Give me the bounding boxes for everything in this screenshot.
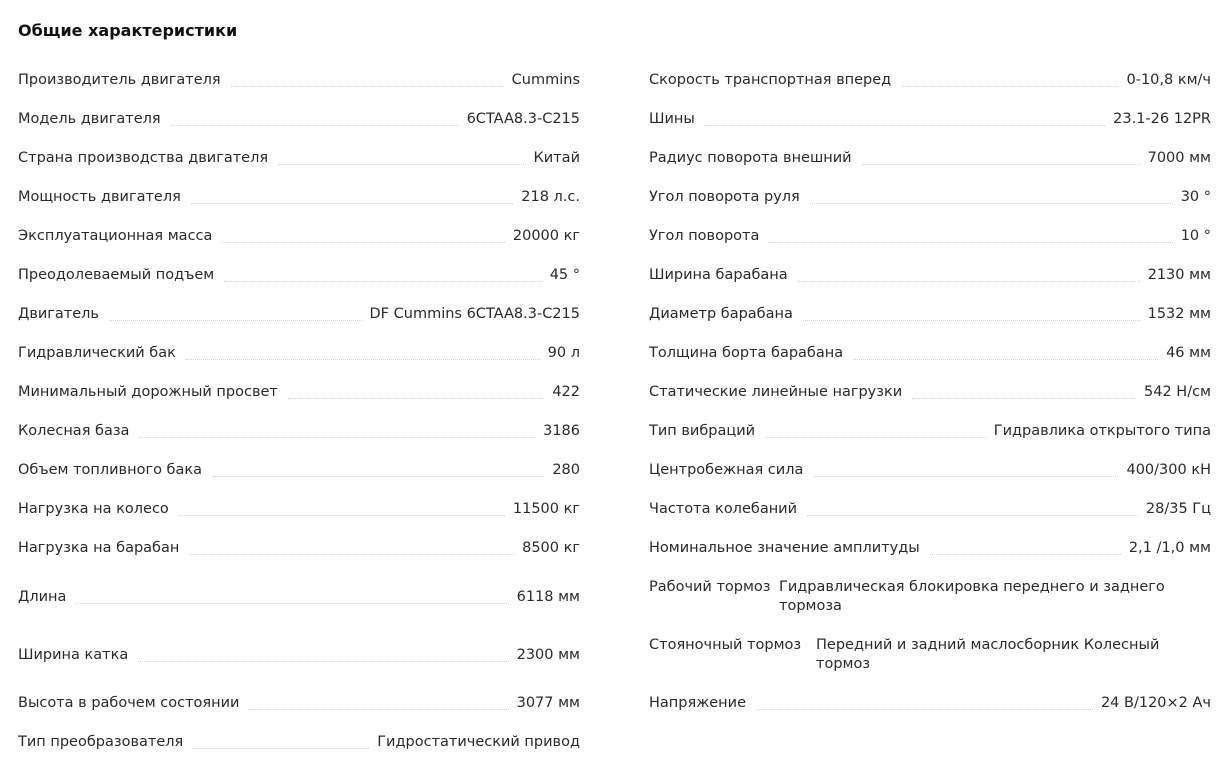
spec-label: Высота в рабочем состоянии xyxy=(18,695,240,711)
spec-row-wheelbase xyxy=(18,422,580,441)
spec-value: Передний и задний маслосборник Колесный тормоз xyxy=(816,637,1160,672)
dotted-leader xyxy=(288,398,544,399)
dotted-leader xyxy=(179,515,505,516)
spec-value: 280 xyxy=(552,462,580,478)
spec-row-nominal-amplitude xyxy=(649,539,1211,558)
dotted-leader xyxy=(810,203,1173,204)
dotted-leader xyxy=(912,398,1136,399)
spec-row-engine-maker xyxy=(18,71,580,90)
spec-value: 400/300 кН xyxy=(1126,462,1211,478)
spec-row-vibration-type xyxy=(649,422,1211,441)
spec-label: Страна производства двигателя xyxy=(18,150,269,166)
dotted-leader xyxy=(76,603,508,604)
specs-right-column xyxy=(649,0,1211,768)
spec-row-hydraulic-tank xyxy=(18,344,580,363)
spec-value: DF Cummins 6CTAA8.3-C215 xyxy=(369,306,580,322)
spec-row-drum-diameter xyxy=(649,305,1211,324)
spec-label: Угол поворота xyxy=(649,228,760,244)
spec-label: Эксплуатационная масса xyxy=(18,228,213,244)
spec-row-converter-type xyxy=(18,733,580,752)
spec-value: 2300 мм xyxy=(516,647,580,663)
spec-label: Колесная база xyxy=(18,423,130,439)
spec-row-centrifugal-force xyxy=(649,461,1211,480)
spec-label: Статические линейные нагрузки xyxy=(649,384,903,400)
spec-row-service-brake xyxy=(649,578,1211,616)
spec-label: Ширина барабана xyxy=(649,267,788,283)
spec-row-engine-model xyxy=(18,110,580,129)
dotted-leader xyxy=(231,86,504,87)
spec-value: 11500 кг xyxy=(512,501,580,517)
dotted-leader xyxy=(109,320,362,321)
spec-row-vibration-frequency xyxy=(649,500,1211,519)
spec-label: Рабочий тормоз xyxy=(649,579,771,595)
spec-row-wheel-load xyxy=(18,500,580,519)
dotted-leader xyxy=(186,359,540,360)
spec-row-voltage xyxy=(649,694,1211,713)
dotted-leader xyxy=(798,281,1140,282)
spec-value: 30 ° xyxy=(1180,189,1211,205)
spec-value: 1532 мм xyxy=(1147,306,1211,322)
dotted-leader xyxy=(853,359,1158,360)
spec-label: Нагрузка на колесо xyxy=(18,501,169,517)
spec-row-turn-angle xyxy=(649,227,1211,246)
spec-row-ground-clearance xyxy=(18,383,580,402)
dotted-leader xyxy=(278,164,525,165)
spec-value: Гидростатический привод xyxy=(377,734,580,750)
spec-row-drum-load xyxy=(18,539,580,558)
dotted-leader xyxy=(189,554,514,555)
dotted-leader xyxy=(803,320,1140,321)
spec-label: Толщина борта барабана xyxy=(649,345,844,361)
spec-label: Диаметр барабана xyxy=(649,306,793,322)
spec-label: Производитель двигателя xyxy=(18,72,221,88)
spec-label: Модель двигателя xyxy=(18,111,161,127)
spec-value: 6118 мм xyxy=(516,589,580,605)
spec-value: 20000 кг xyxy=(512,228,580,244)
spec-label: Напряжение xyxy=(649,695,747,711)
spec-row-drum-shell-thickness xyxy=(649,344,1211,363)
spec-value: 45 ° xyxy=(549,267,580,283)
spec-label: Центробежная сила xyxy=(649,462,804,478)
spec-row-turning-radius xyxy=(649,149,1211,168)
spec-value: 90 л xyxy=(547,345,580,361)
spec-label: Двигатель xyxy=(18,306,99,322)
spec-row-working-height xyxy=(18,694,580,713)
spec-row-length xyxy=(18,588,580,607)
spec-value: Cummins xyxy=(511,72,580,88)
dotted-leader xyxy=(171,125,459,126)
dotted-leader xyxy=(756,709,1093,710)
dotted-leader xyxy=(224,281,541,282)
spec-value: 7000 мм xyxy=(1147,150,1211,166)
spec-value: 2,1 /1,0 мм xyxy=(1128,540,1211,556)
spec-row-engine-country xyxy=(18,149,580,168)
dotted-leader xyxy=(212,476,544,477)
dotted-leader xyxy=(249,709,508,710)
spec-row-static-linear-load xyxy=(649,383,1211,402)
spec-label: Преодолеваемый подъем xyxy=(18,267,215,283)
spec-row-drum-width xyxy=(649,266,1211,285)
spec-value: Гидравлическая блокировка переднего и заднего тормоза xyxy=(779,579,1165,614)
specs-left-column xyxy=(18,0,580,768)
spec-row-operating-weight xyxy=(18,227,580,246)
dotted-leader xyxy=(139,437,535,438)
dotted-leader xyxy=(807,515,1138,516)
dotted-leader xyxy=(222,242,504,243)
dotted-leader xyxy=(191,203,513,204)
spec-label: Тип преобразователя xyxy=(18,734,184,750)
spec-row-engine xyxy=(18,305,580,324)
spec-value: 2130 мм xyxy=(1147,267,1211,283)
spec-row-roller-width xyxy=(18,646,580,665)
spec-value: 10 ° xyxy=(1180,228,1211,244)
spec-row-tires xyxy=(649,110,1211,129)
spec-label: Тип вибраций xyxy=(649,423,756,439)
spec-label: Номинальное значение амплитуды xyxy=(649,540,920,556)
dotted-leader xyxy=(705,125,1105,126)
dotted-leader xyxy=(138,661,508,662)
spec-row-parking-brake xyxy=(649,636,1211,674)
spec-value: 3077 мм xyxy=(516,695,580,711)
spec-label: Радиус поворота внешний xyxy=(649,150,852,166)
spec-label: Гидравлический бак xyxy=(18,345,176,361)
spec-label: Частота колебаний xyxy=(649,501,798,517)
spec-value: 8500 кг xyxy=(522,540,580,556)
spec-row-travel-speed xyxy=(649,71,1211,90)
spec-value: 0-10,8 км/ч xyxy=(1126,72,1211,88)
spec-label: Объем топливного бака xyxy=(18,462,203,478)
spec-value: 23.1-26 12PR xyxy=(1113,111,1211,127)
spec-label: Нагрузка на барабан xyxy=(18,540,180,556)
spec-row-steering-angle xyxy=(649,188,1211,207)
dotted-leader xyxy=(862,164,1140,165)
spec-value: 24 В/120×2 Ач xyxy=(1100,695,1211,711)
spec-label: Скорость транспортная вперед xyxy=(649,72,892,88)
spec-label: Минимальный дорожный просвет xyxy=(18,384,278,400)
spec-row-fuel-tank xyxy=(18,461,580,480)
spec-label: Стояночный тормоз xyxy=(649,637,802,653)
spec-row-gradeability xyxy=(18,266,580,285)
spec-row-engine-power xyxy=(18,188,580,207)
spec-label: Ширина катка xyxy=(18,647,129,663)
spec-value: 6CTAA8.3-C215 xyxy=(466,111,580,127)
section-title: Общие характеристики xyxy=(18,21,238,40)
dotted-leader xyxy=(769,242,1172,243)
spec-value: Гидравлика открытого типа xyxy=(993,423,1211,439)
dotted-leader xyxy=(901,86,1118,87)
dotted-leader xyxy=(765,437,986,438)
spec-value: 422 xyxy=(552,384,580,400)
spec-label: Мощность двигателя xyxy=(18,189,181,205)
dotted-leader xyxy=(930,554,1121,555)
spec-label: Длина xyxy=(18,589,67,605)
spec-label: Шины xyxy=(649,111,695,127)
spec-label: Угол поворота руля xyxy=(649,189,800,205)
dotted-leader xyxy=(193,748,369,749)
spec-value: 542 Н/см xyxy=(1144,384,1211,400)
spec-value: 28/35 Гц xyxy=(1145,501,1211,517)
spec-value: Китай xyxy=(533,150,580,166)
dotted-leader xyxy=(813,476,1118,477)
spec-value: 46 мм xyxy=(1166,345,1211,361)
spec-value: 218 л.с. xyxy=(521,189,580,205)
spec-value: 3186 xyxy=(543,423,580,439)
